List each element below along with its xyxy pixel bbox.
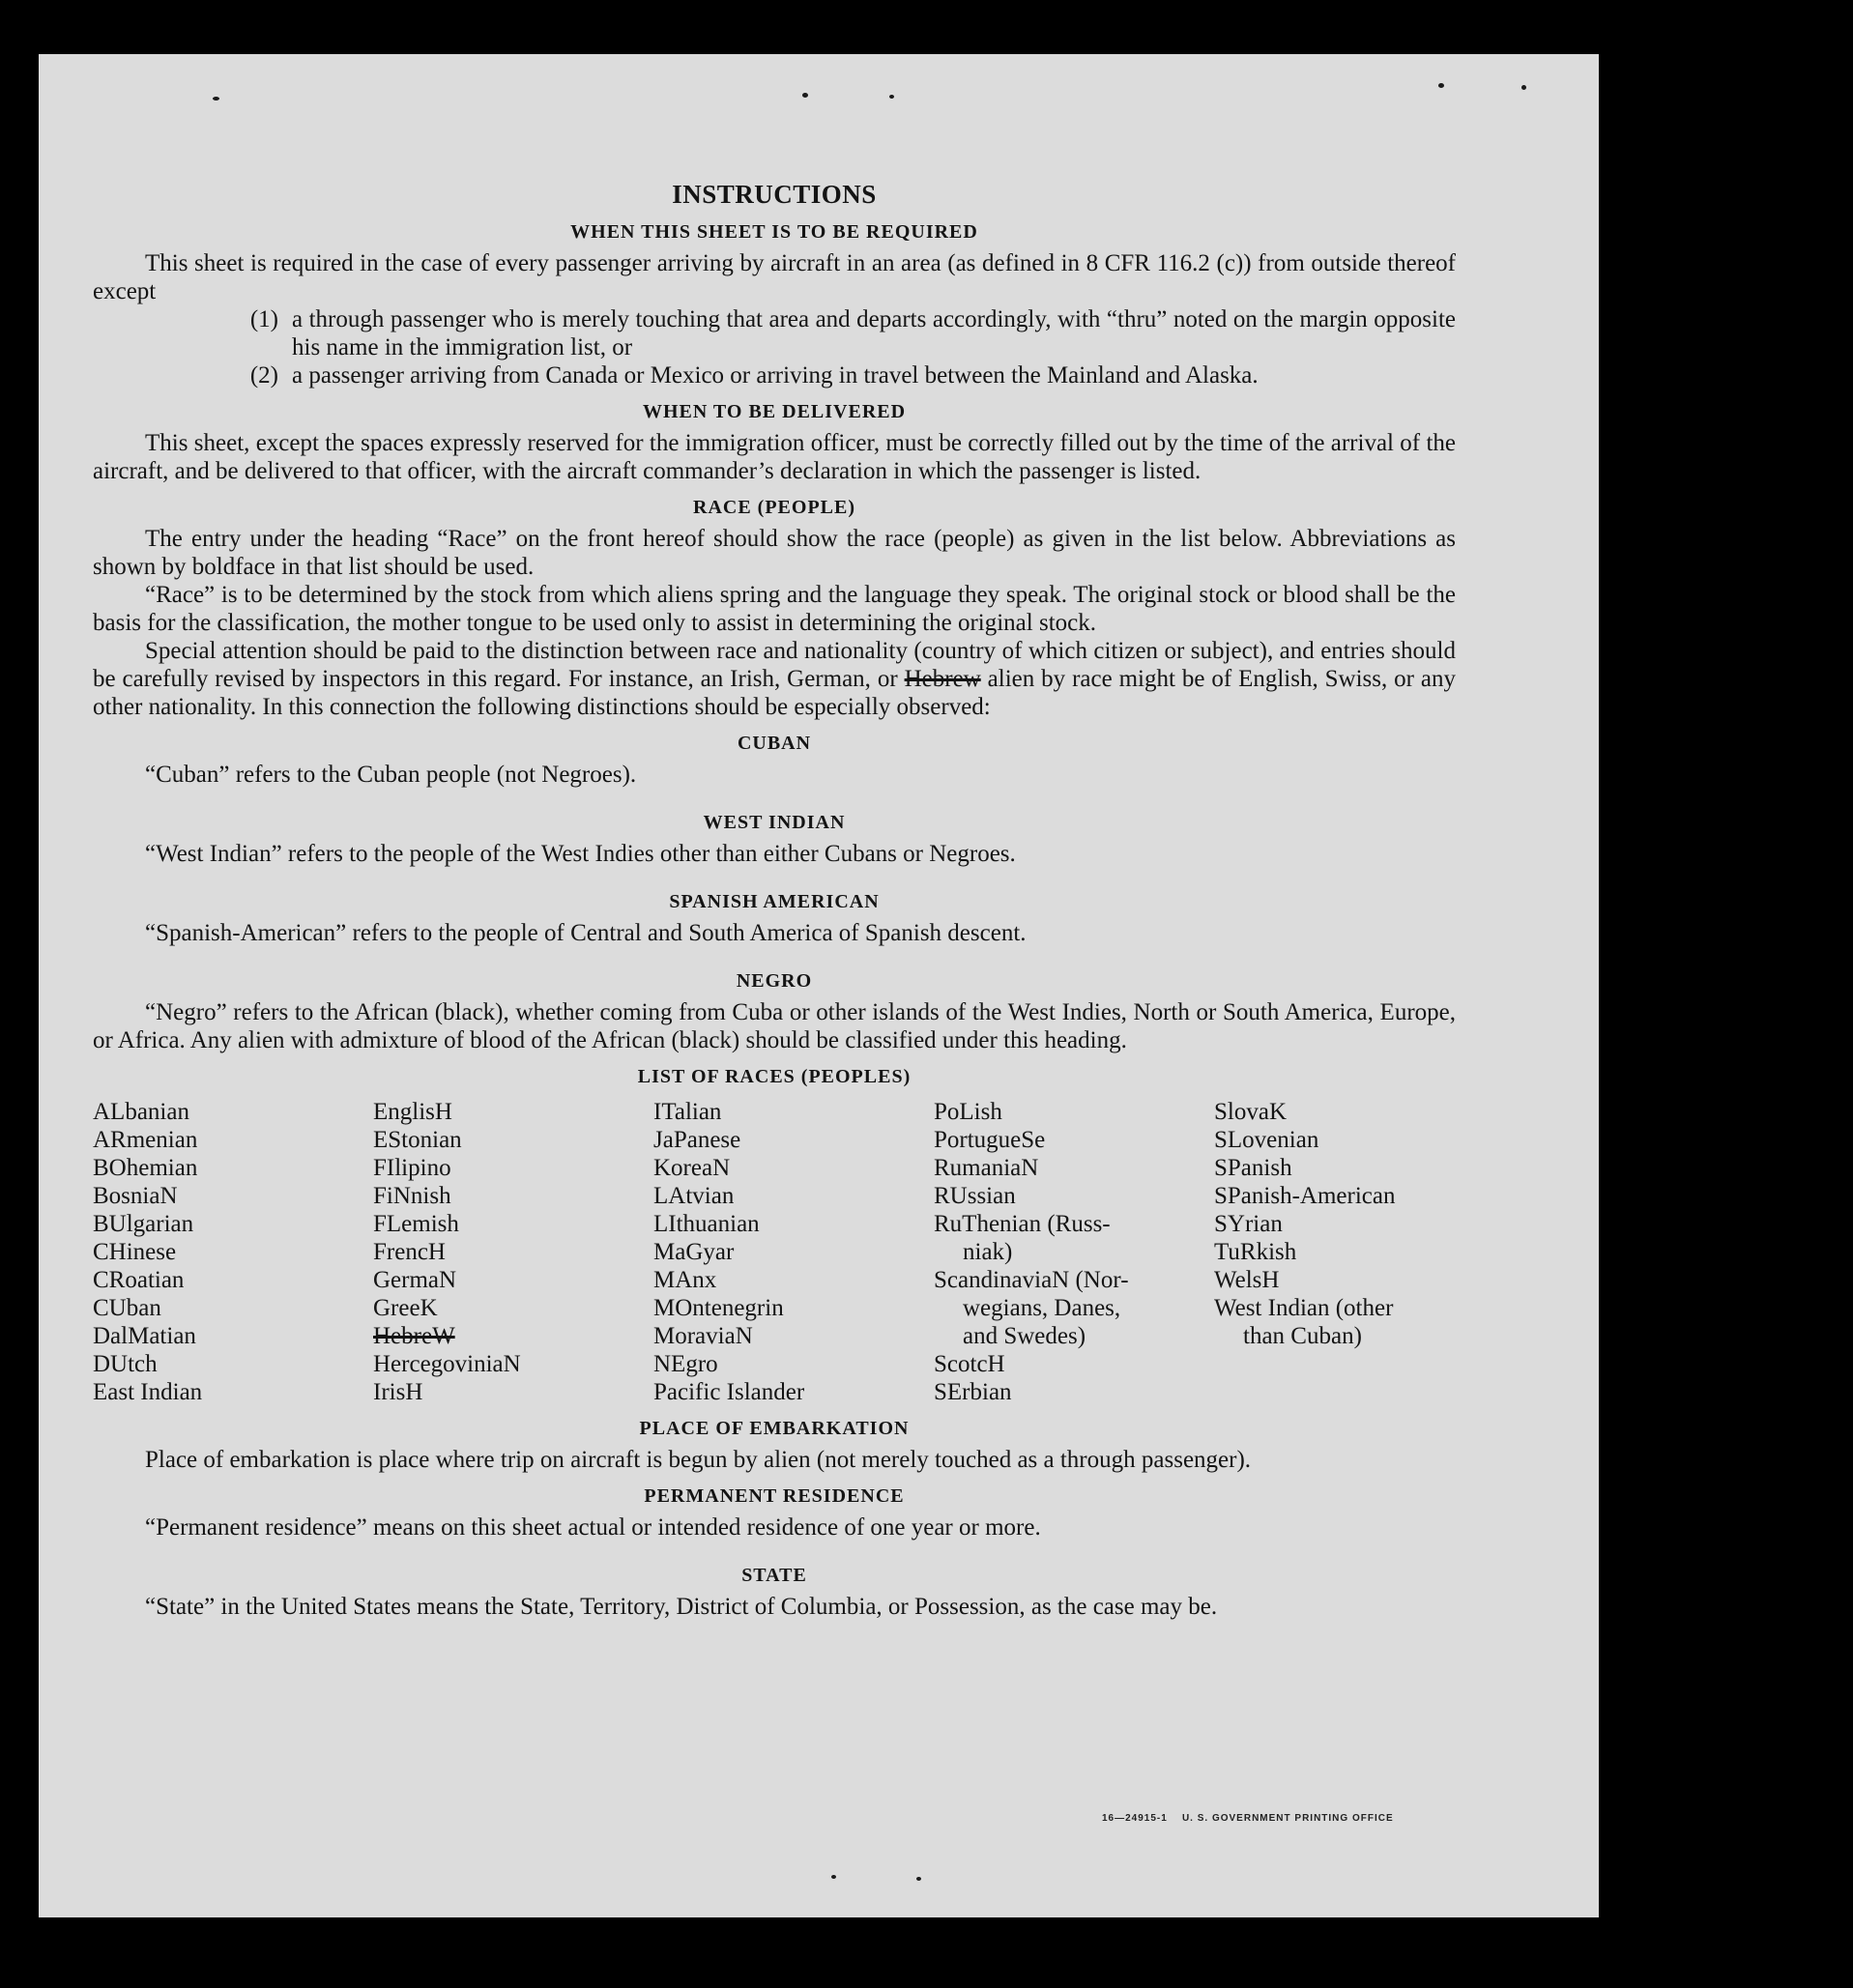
spanish-american-text: “Spanish-American” refers to the people of Central and South America of Spanish descent. [145,920,1027,946]
heading-cuban: CUBAN [737,733,812,754]
race-paragraph-3 [93,637,1456,721]
race-entry-continued: niak) [963,1239,1013,1265]
heading-race: RACE (PEOPLE) [693,497,855,518]
heading-residence: PERMANENT RESIDENCE [644,1485,905,1507]
exception-item [93,305,1456,361]
race-entry: DalMatian [93,1323,196,1349]
negro-text: “Negro” refers to the African (black), whether coming from Cuba or other islands of the West Indies, North or South America, Europe, or Africa. Any alien with admixture of blood of the African (black) should be classified under this heading. [93,999,1456,1053]
race-entry: FIlipino [373,1155,451,1181]
cuban-text: “Cuban” refers to the Cuban people (not Negroes). [145,762,637,788]
instructions-content [93,126,1456,1621]
heading-state: STATE [741,1565,807,1586]
race-entry: TuRkish [1214,1239,1297,1265]
exception-number: (1) [249,306,278,332]
race-paragraph-1: The entry under the heading “Race” on the front hereof should show the race (people) as given in the list below. Abbreviations as shown by boldface in that list should be used. [93,526,1456,580]
race-entry: IrisH [373,1379,423,1405]
race-column [934,1098,1214,1406]
race-entry: SPanish-American [1214,1183,1396,1209]
race-entry: SLovenian [1214,1127,1319,1153]
race-entry: LIthuanian [653,1211,760,1237]
race-entry: SYrian [1214,1211,1283,1237]
race-column [653,1098,934,1406]
race-entry: MOntenegrin [653,1295,784,1321]
printer-credit: U. S. GOVERNMENT PRINTING OFFICE [1181,1813,1394,1824]
race-entry-continued: wegians, Danes, [963,1295,1121,1321]
race-entry: CUban [93,1295,161,1321]
race-entry: MaGyar [653,1239,735,1265]
heading-west-indian: WEST INDIAN [703,812,846,833]
race-entry: ARmenian [93,1127,198,1153]
scan-speck [831,1875,836,1879]
race-entry: West Indian (other [1214,1295,1394,1321]
race-entry-struck: HebreW [373,1323,455,1349]
race-entry: Pacific Islander [653,1379,805,1405]
scan-speck [1521,85,1526,90]
scan-speck [889,95,894,99]
race-paragraph-2: “Race” is to be determined by the stock from which aliens spring and the language they speak. The original stock or blood shall be the basis for the classification, the mother tongue to be used only to assist in determining the original stock. [93,582,1456,636]
page-title: INSTRUCTIONS [672,180,877,209]
race-column [1214,1098,1465,1406]
race-entry: NEgro [653,1351,718,1377]
race-entry: ALbanian [93,1099,189,1125]
race-entry-continued: and Swedes) [963,1323,1086,1349]
race-entry-continued: than Cuban) [1243,1323,1362,1349]
required-intro: This sheet is required in the case of every passenger arriving by aircraft in an area (as defined in 8 CFR 116.2 (c)) from outside thereof except [93,250,1456,304]
exception-list [93,305,1456,389]
race-column [93,1098,373,1406]
heading-embarkation: PLACE OF EMBARKATION [639,1418,910,1439]
race-entry: RumaniaN [934,1155,1039,1181]
race-entry: GermaN [373,1267,457,1293]
residence-text: “Permanent residence” means on this sheet actual or intended residence of one year or more. [145,1514,1041,1541]
scan-speck [1438,83,1444,88]
embarkation-text: Place of embarkation is place where trip on aircraft is begun by alien (not merely touched as a through passenger). [145,1447,1252,1473]
scan-speck [916,1877,921,1881]
race-entry: DUtch [93,1351,158,1377]
race-entry: PoLish [934,1099,1002,1125]
heading-required: WHEN THIS SHEET IS TO BE REQUIRED [570,221,978,243]
race-entry: EStonian [373,1127,462,1153]
race-entry: JaPanese [653,1127,741,1153]
race-p3-part-a: Special attention should be paid to the distinction between race and nationality (country of which citizen or subject), and entries should be carefully revised by inspectors in this regard. For instance, an Irish, German, or [93,638,1456,692]
heading-delivered: WHEN TO BE DELIVERED [642,401,907,422]
race-entry: PortugueSe [934,1127,1046,1153]
heading-negro: NEGRO [736,970,813,992]
exception-number: (2) [249,362,278,389]
race-entry: FLemish [373,1211,459,1237]
race-entry: SErbian [934,1379,1012,1405]
struck-word: Hebrew [904,666,981,692]
race-entry: MAnx [653,1267,717,1293]
race-entry: East Indian [93,1379,203,1405]
delivered-text: This sheet, except the spaces expressly reserved for the immigration officer, must be correctly filled out by the time of the arrival of the aircraft, and be delivered to that officer, with the aircraft commander’s declaration in which the passenger is listed. [93,430,1456,484]
race-entry: WelsH [1214,1267,1280,1293]
race-entry: ITalian [653,1099,722,1125]
race-column [373,1098,653,1406]
race-p3-part-b: alien by race might be of English, Swiss, or any other nationality. In this connection the following distinctions should be especially observed: [93,666,1457,720]
race-entry: RUssian [934,1183,1016,1209]
scan-speck [802,93,808,98]
heading-spanish-american: SPANISH AMERICAN [669,891,880,912]
race-entry: FiNnish [373,1183,451,1209]
race-entry: BUlgarian [93,1211,194,1237]
exception-item [93,361,1456,389]
race-entry: HercegoviniaN [373,1351,521,1377]
race-entry: BOhemian [93,1155,198,1181]
print-code [1102,1813,1394,1824]
race-entry: CRoatian [93,1267,185,1293]
race-entry: GreeK [373,1295,438,1321]
race-entry: ScandinaviaN (Nor- [934,1267,1129,1293]
form-number: 16—24915-1 [1102,1813,1168,1824]
scan-speck [213,97,219,101]
race-entry: MoraviaN [653,1323,753,1349]
state-text: “State” in the United States means the State, Territory, District of Columbia, or Possession, as the case may be. [145,1594,1218,1620]
race-entry: FrencH [373,1239,446,1265]
west-indian-text: “West Indian” refers to the people of the West Indies other than either Cubans or Negroes. [145,841,1016,867]
race-entry: RuThenian (Russ- [934,1211,1111,1237]
exception-text: a passenger arriving from Canada or Mexico or arriving in travel between the Mainland and Alaska. [292,362,1259,389]
exception-text: a through passenger who is merely touching that area and departs accordingly, with “thru” noted on the margin opposite his name in the immigration list, or [292,306,1456,360]
race-entry: BosniaN [93,1183,178,1209]
heading-race-list: LIST OF RACES (PEOPLES) [637,1066,912,1087]
race-entry: ScotcH [934,1351,1005,1377]
race-entry: SlovaK [1214,1099,1287,1125]
race-entry: LAtvian [653,1183,735,1209]
race-entry: CHinese [93,1239,177,1265]
race-list [93,1098,1456,1406]
race-entry: KoreaN [653,1155,731,1181]
race-entry: EnglisH [373,1099,452,1125]
race-entry: SPanish [1214,1155,1292,1181]
